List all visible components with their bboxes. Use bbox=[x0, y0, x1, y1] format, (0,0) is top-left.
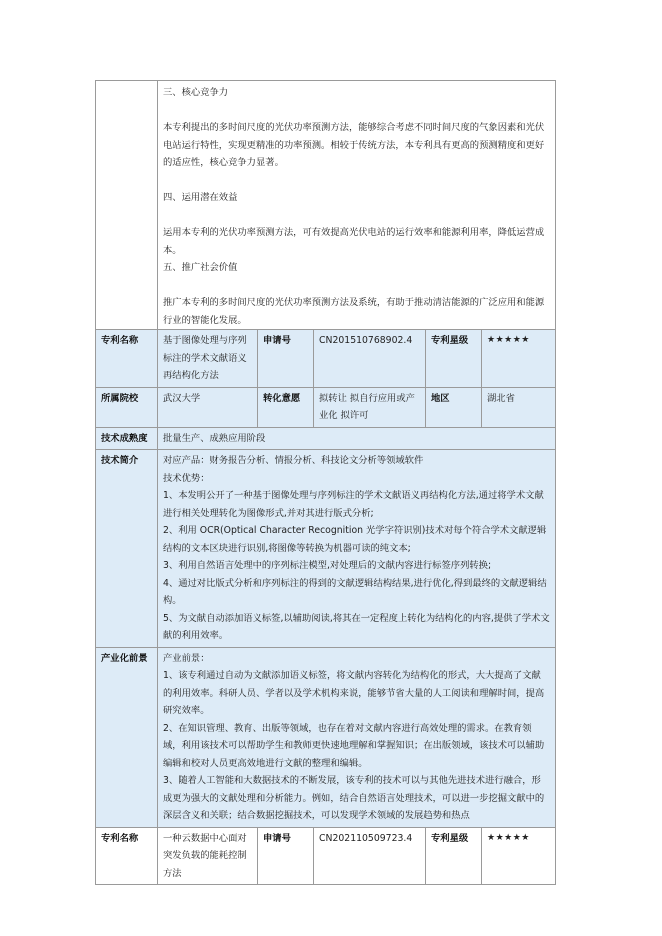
patent-name-value-2: 一种云数据中心面对突发负载的能耗控制方法 bbox=[158, 827, 258, 885]
section-para-3: 本专利提出的多时间尺度的光伏功率预测方法，能够综合考虑不同时间尺度的气象因素和光伏电站运行特性，实现更精准的功率预测。相较于传统方法，本专利具有更高的预测精度和更好的适应性，核心竞争力显著。 bbox=[163, 122, 545, 168]
record1-intro-row bbox=[96, 450, 556, 648]
record1-maturity-row bbox=[96, 427, 556, 450]
app-no-label-2: 申请号 bbox=[258, 827, 314, 885]
continuation-row bbox=[96, 81, 556, 330]
prospect-label: 产业化前景 bbox=[96, 647, 158, 827]
intro-label: 技术简介 bbox=[96, 450, 158, 648]
section-para-4: 运用本专利的光伏功率预测方法，可有效提高光伏电站的运行效率和能源利用率，降低运营成本。 bbox=[163, 227, 545, 256]
record1-prospect-row bbox=[96, 647, 556, 827]
prospect-line: 产业前景： bbox=[163, 652, 210, 664]
record1-header-row bbox=[96, 330, 556, 388]
star-label-2: 专利星级 bbox=[426, 827, 482, 885]
section-heading-3: 三、核心竞争力 bbox=[163, 87, 229, 98]
section-heading-5: 五、推广社会价值 bbox=[163, 262, 238, 273]
maturity-value: 批量生产、成熟应用阶段 bbox=[158, 427, 556, 450]
patent-document bbox=[95, 80, 555, 885]
record1-school-row bbox=[96, 387, 556, 427]
patent-name-label: 专利名称 bbox=[96, 330, 158, 388]
continuation-label-cell bbox=[96, 81, 158, 330]
transfer-value: 拟转让 拟自行应用或产业化 拟许可 bbox=[314, 387, 426, 427]
patent-name-label-2: 专利名称 bbox=[96, 827, 158, 885]
app-no-value: CN201510768902.4 bbox=[314, 330, 426, 388]
prospect-line: 1、该专利通过自动为文献添加语义标签，将文献内容转化为结构化的形式，大大提高了文献的利用效率。科研人员、学者以及学术机构来说，能够节省大量的人工阅读和理解时间，提高研究效率。 bbox=[163, 670, 545, 716]
app-no-label: 申请号 bbox=[258, 330, 314, 388]
prospect-line: 3、随着人工智能和大数据技术的不断发展，该专利的技术可以与其他先进技术进行融合，形成更为强大的文献处理和分析能力。例如，结合自然语言处理技术，可以进一步挖掘文献中的深层含义和关联；结合数据挖掘技术，可以发现学术领域的发展趋势和热点 bbox=[163, 775, 545, 821]
patent-table bbox=[95, 80, 556, 885]
intro-line: 5、为文献自动添加语义标签,以辅助阅读,将其在一定程度上转化为结构化的内容,提供了学术文献的利用效率。 bbox=[163, 612, 550, 641]
intro-value bbox=[158, 450, 556, 648]
region-label: 地区 bbox=[426, 387, 482, 427]
intro-line: 2、利用 OCR(Optical Character Recognition 光学字符识别)技术对每个符合学术文献逻辑结构的文本区块进行识别,将图像等转换为机器可读的纯文本; bbox=[163, 525, 547, 554]
intro-line: 1、本发明公开了一种基于图像处理与序列标注的学术文献语义再结构化方法,通过将学术文献进行相关处理转化为图像形式,并对其进行版式分析; bbox=[163, 490, 544, 519]
transfer-label: 转化意愿 bbox=[258, 387, 314, 427]
prospect-value bbox=[158, 647, 556, 827]
intro-line: 4、通过对比版式分析和序列标注的得到的文献逻辑结构结果,进行优化,得到最终的文献逻辑结构。 bbox=[163, 577, 547, 606]
star-rating: ★★★★★ bbox=[482, 330, 556, 388]
intro-line: 技术优势： bbox=[163, 472, 210, 484]
patent-name-value: 基于图像处理与序列标注的学术文献语义再结构化方法 bbox=[158, 330, 258, 388]
app-no-value-2: CN202110509723.4 bbox=[314, 827, 426, 885]
school-label: 所属院校 bbox=[96, 387, 158, 427]
record2-header-row bbox=[96, 827, 556, 885]
intro-line: 对应产品：财务报告分析、情报分析、科技论文分析等领域软件 bbox=[163, 455, 424, 466]
region-value: 湖北省 bbox=[482, 387, 556, 427]
section-para-5: 推广本专利的多时间尺度的光伏功率预测方法及系统，有助于推动清洁能源的广泛应用和能源行业的智能化发展。 bbox=[163, 297, 545, 326]
section-heading-4: 四、运用潜在效益 bbox=[163, 192, 238, 203]
star-rating-2: ★★★★★ bbox=[482, 827, 556, 885]
school-value: 武汉大学 bbox=[158, 387, 258, 427]
star-label: 专利星级 bbox=[426, 330, 482, 388]
continuation-content bbox=[158, 81, 556, 330]
intro-line: 3、利用自然语言处理中的序列标注模型,对处理后的文献内容进行标签序列转换; bbox=[163, 560, 492, 571]
prospect-line: 2、在知识管理、教育、出版等领域，也存在着对文献内容进行高效处理的需求。在教育领域，利用该技术可以帮助学生和教师更快速地理解和掌握知识；在出版领域，该技术可以辅助编辑和校对人员更高效地进行文献的整理和编辑。 bbox=[163, 722, 545, 769]
maturity-label: 技术成熟度 bbox=[96, 427, 158, 450]
